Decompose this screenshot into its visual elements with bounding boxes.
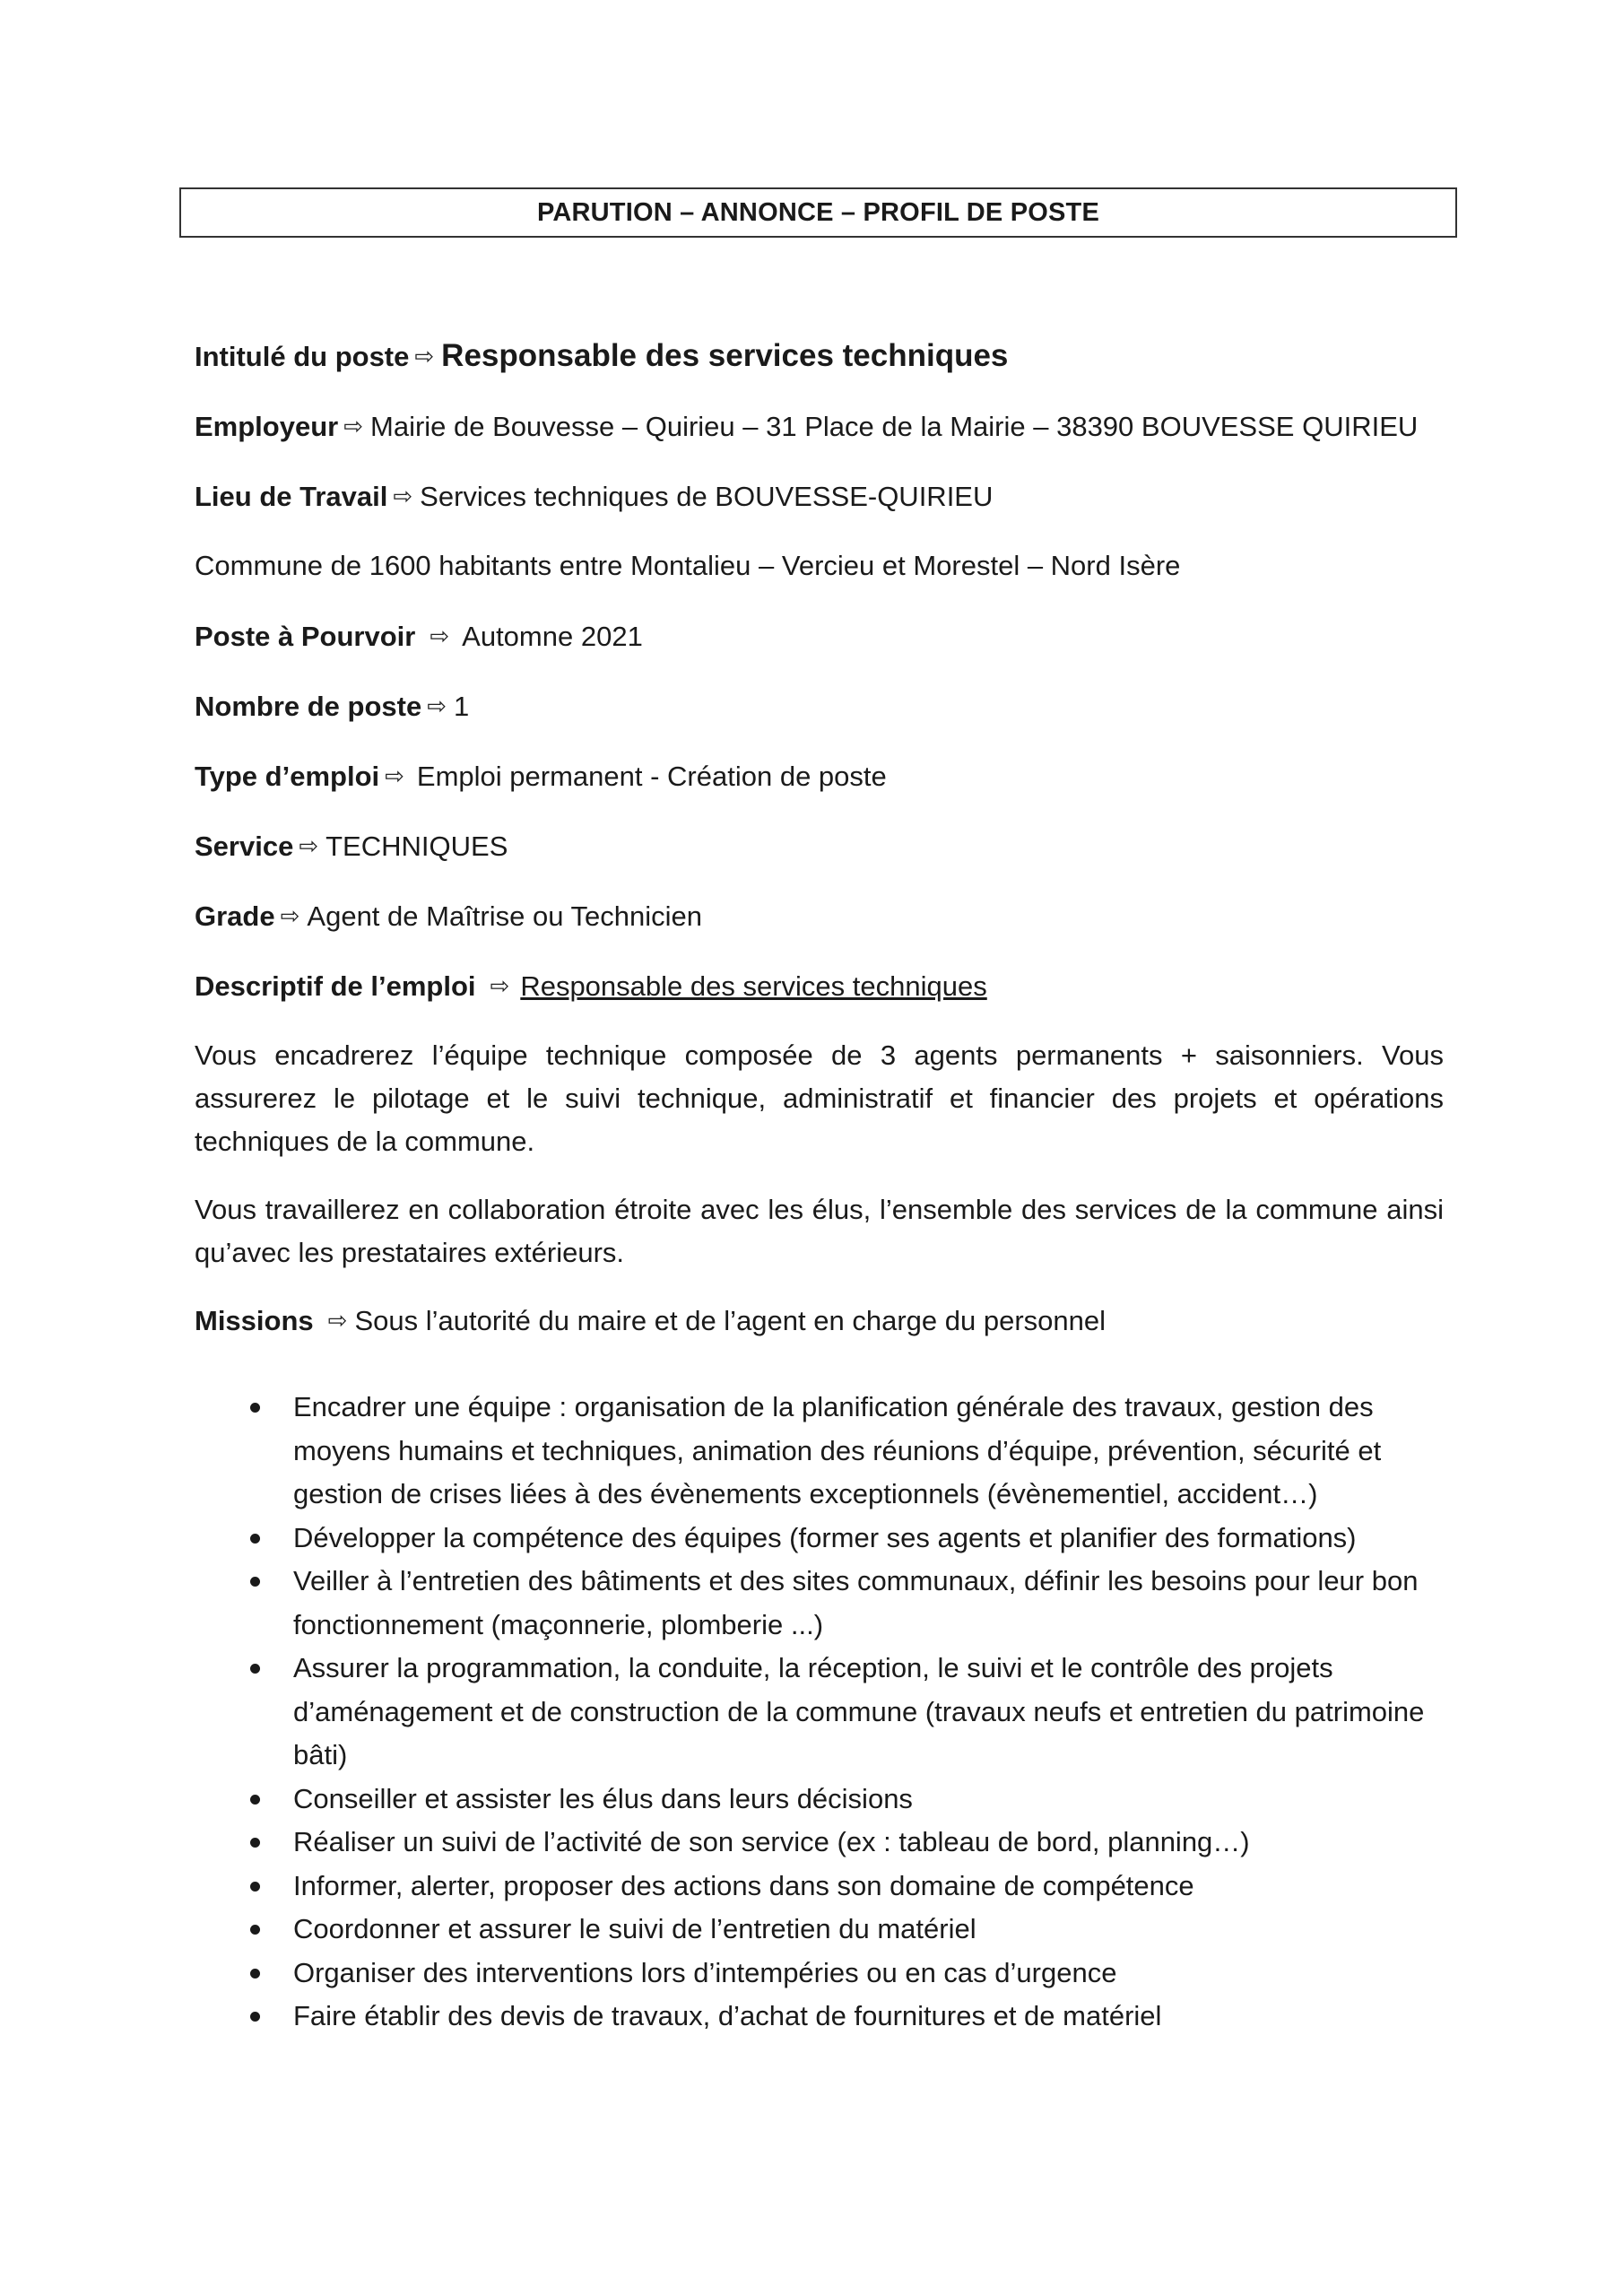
list-item-text: Conseiller et assister les élus dans leurs décisions bbox=[293, 1782, 913, 1814]
field-label: Lieu de Travail bbox=[195, 481, 388, 512]
field-value: 1 bbox=[454, 691, 470, 722]
bullet-dot-icon bbox=[250, 2012, 260, 2022]
list-item-text: Développer la compétence des équipes (former ses agents et planifier des formations) bbox=[293, 1521, 1357, 1553]
bullet-dot-icon bbox=[250, 1577, 260, 1587]
missions-list bbox=[195, 1386, 1450, 2039]
list-item-text: Organiser des interventions lors d’intempéries ou en cas d’urgence bbox=[293, 1956, 1117, 1988]
list-item bbox=[195, 1821, 1450, 1865]
field-label: Missions bbox=[195, 1305, 314, 1336]
field-value: Mairie de Bouvesse – Quirieu – 31 Place de la Mairie – 38390 BOUVESSE QUIRIEU bbox=[370, 411, 1419, 442]
field-value: TECHNIQUES bbox=[325, 831, 508, 862]
list-item bbox=[195, 1952, 1450, 1996]
arrow-right-outline-icon: ⇨ bbox=[430, 622, 450, 649]
field-lieu bbox=[195, 478, 993, 515]
bullet-dot-icon bbox=[250, 1925, 260, 1935]
field-label: Service bbox=[195, 831, 294, 862]
paragraph-intro: Vous encadrerez l’équipe technique composée de 3 agents permanents + saisonniers. Vous assurerez le pilotage et le suivi technique, administratif et financier des projets et opérations techniques de la commune. bbox=[195, 1039, 1444, 1157]
arrow-right-outline-icon: ⇨ bbox=[327, 1307, 348, 1334]
document-title: PARUTION – ANNONCE – PROFIL DE POSTE bbox=[179, 187, 1457, 238]
commune-text: Commune de 1600 habitants entre Montalieu – Vercieu et Morestel – Nord Isère bbox=[195, 550, 1181, 581]
field-label: Nombre de poste bbox=[195, 691, 422, 722]
field-type bbox=[195, 758, 887, 795]
field-poste bbox=[195, 618, 643, 655]
field-label: Descriptif de l’emploi bbox=[195, 970, 476, 1002]
arrow-right-outline-icon: ⇨ bbox=[414, 343, 435, 370]
field-value: Emploi permanent - Création de poste bbox=[416, 761, 887, 792]
arrow-right-outline-icon: ⇨ bbox=[393, 483, 413, 509]
bullet-dot-icon bbox=[250, 1534, 260, 1544]
bullet-dot-icon bbox=[250, 1838, 260, 1848]
list-item-text: Assurer la programmation, la conduite, la réception, le suivi et le contrôle des projets d’aménagement et de construction de la commune (travaux neufs et entretien du patrimoine bâti) bbox=[293, 1652, 1425, 1770]
field-label: Poste à Pourvoir bbox=[195, 621, 416, 652]
field-value: Responsable des services techniques bbox=[441, 338, 1009, 373]
field-service bbox=[195, 828, 508, 865]
bullet-dot-icon bbox=[250, 1969, 260, 1979]
list-item-text: Encadrer une équipe : organisation de la planification générale des travaux, gestion des moyens humains et techniques, animation des réunions d’équipe, prévention, sécurité et gestion de crises liées à des évènements exceptionnels (évènementiel, accident…) bbox=[293, 1391, 1382, 1509]
arrow-right-outline-icon: ⇨ bbox=[490, 972, 510, 999]
field-label: Intitulé du poste bbox=[195, 341, 410, 372]
list-item bbox=[195, 1865, 1450, 1909]
bullet-dot-icon bbox=[250, 1882, 260, 1892]
list-item bbox=[195, 1647, 1450, 1778]
arrow-right-outline-icon: ⇨ bbox=[385, 762, 404, 789]
list-item-text: Veiller à l’entretien des bâtiments et des sites communaux, définir les besoins pour leur bon fonctionnement (maçonnerie, plomberie ...) bbox=[293, 1565, 1419, 1640]
field-value: Agent de Maîtrise ou Technicien bbox=[307, 900, 702, 932]
list-item bbox=[195, 1386, 1450, 1517]
arrow-right-outline-icon: ⇨ bbox=[299, 832, 319, 859]
list-item-text: Informer, alerter, proposer des actions dans son domaine de compétence bbox=[293, 1869, 1194, 1901]
arrow-right-outline-icon: ⇨ bbox=[280, 902, 300, 929]
list-item bbox=[195, 1517, 1450, 1561]
field-value: Sous l’autorité du maire et de l’agent en charge du personnel bbox=[354, 1305, 1106, 1336]
field-missions bbox=[195, 1302, 1106, 1339]
field-grade bbox=[195, 898, 702, 935]
list-item-text: Faire établir des devis de travaux, d’achat de fournitures et de matériel bbox=[293, 2000, 1162, 2031]
list-item bbox=[195, 1995, 1450, 2039]
field-label: Type d’emploi bbox=[195, 761, 380, 792]
field-value: Services techniques de BOUVESSE-QUIRIEU bbox=[420, 481, 994, 512]
list-item-text: Réaliser un suivi de l’activité de son service (ex : tableau de bord, planning…) bbox=[293, 1826, 1250, 1857]
bullet-dot-icon bbox=[250, 1403, 260, 1413]
arrow-right-outline-icon: ⇨ bbox=[343, 413, 364, 439]
list-item bbox=[195, 1560, 1450, 1647]
list-item-text: Coordonner et assurer le suivi de l’entretien du matériel bbox=[293, 1913, 976, 1944]
field-value: Automne 2021 bbox=[462, 621, 643, 652]
bullet-dot-icon bbox=[250, 1795, 260, 1805]
field-label: Employeur bbox=[195, 411, 339, 442]
field-intitule bbox=[195, 338, 1008, 375]
field-value: Responsable des services techniques bbox=[520, 970, 987, 1002]
arrow-right-outline-icon: ⇨ bbox=[427, 692, 447, 719]
field-nombre bbox=[195, 688, 469, 725]
bullet-dot-icon bbox=[250, 1664, 260, 1674]
list-item bbox=[195, 1778, 1450, 1822]
field-descriptif bbox=[195, 968, 987, 1004]
field-label: Grade bbox=[195, 900, 275, 932]
field-employeur bbox=[195, 408, 1418, 445]
paragraph-collaboration: Vous travaillerez en collaboration étroite avec les élus, l’ensemble des services de la commune ainsi qu’avec les prestataires extérieurs. bbox=[195, 1194, 1444, 1268]
list-item bbox=[195, 1908, 1450, 1952]
